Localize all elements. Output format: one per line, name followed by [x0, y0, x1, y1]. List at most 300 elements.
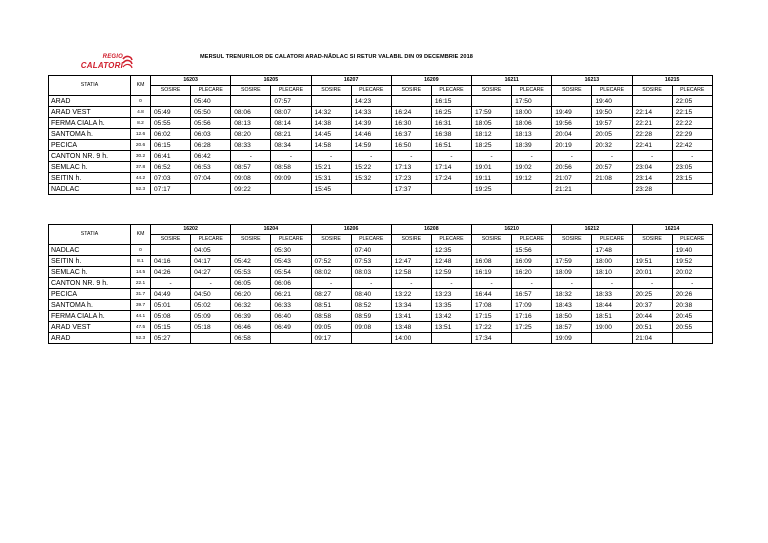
station-km: 47.5 [131, 322, 151, 333]
arrival-time: 16:37 [391, 129, 431, 140]
departure-time: 05:09 [191, 311, 231, 322]
arrival-time: 20:37 [632, 300, 672, 311]
departure-time: 13:42 [431, 311, 471, 322]
arrival-time [311, 245, 351, 256]
table-row [49, 151, 713, 162]
arrival-header: SOSIRE [552, 86, 592, 96]
table-row [49, 300, 713, 311]
departure-time: 17:24 [431, 173, 471, 184]
departure-time: 13:51 [431, 322, 471, 333]
departure-time: - [672, 151, 712, 162]
station-km: 44.2 [131, 173, 151, 184]
arrival-time: 05:08 [151, 311, 191, 322]
arrival-time: 20:25 [632, 289, 672, 300]
departure-time [191, 184, 231, 195]
arrival-time: 09:17 [311, 333, 351, 344]
arrival-time [151, 96, 191, 107]
departure-time: 08:40 [351, 289, 391, 300]
departure-time: 04:50 [191, 289, 231, 300]
train-number-header-row [49, 225, 713, 235]
departure-time: 07:53 [351, 256, 391, 267]
arrival-time: 20:51 [632, 322, 672, 333]
departure-time: 19:52 [672, 256, 712, 267]
arrival-time: 22:28 [632, 129, 672, 140]
station-column-header: STATIA [49, 76, 131, 96]
departure-time: 04:27 [191, 267, 231, 278]
arrival-time: - [472, 278, 512, 289]
departure-time: 06:40 [271, 311, 311, 322]
arrival-time: 05:42 [231, 256, 271, 267]
arrival-time: 05:15 [151, 322, 191, 333]
arrival-time: 19:01 [472, 162, 512, 173]
arrival-time: 18:50 [552, 311, 592, 322]
arrival-time: 05:49 [151, 107, 191, 118]
station-name: FERMA CIALA h. [49, 118, 131, 129]
arrival-time: 08:20 [231, 129, 271, 140]
arrival-time: 18:43 [552, 300, 592, 311]
departure-time: 05:54 [271, 267, 311, 278]
arrival-time: 18:32 [552, 289, 592, 300]
table-row [49, 162, 713, 173]
station-name: NADLAC [49, 245, 131, 256]
departure-time: - [431, 278, 471, 289]
arrival-time: 08:33 [231, 140, 271, 151]
km-column-header: KM [131, 225, 151, 245]
table-row [49, 256, 713, 267]
departure-time: - [512, 278, 552, 289]
departure-header: PLECARE [431, 86, 471, 96]
departure-time [271, 333, 311, 344]
arrival-time: 20:01 [632, 267, 672, 278]
departure-time: 04:17 [191, 256, 231, 267]
departure-time [351, 333, 391, 344]
departure-time [672, 333, 712, 344]
arrival-time: 05:53 [231, 267, 271, 278]
departure-time: 16:31 [431, 118, 471, 129]
departure-time [592, 333, 632, 344]
arrival-header: SOSIRE [231, 235, 271, 245]
departure-time: 19:40 [592, 96, 632, 107]
arrival-time: 06:05 [231, 278, 271, 289]
train-number: 16215 [632, 76, 712, 86]
arrival-time: - [151, 278, 191, 289]
train-number: 16212 [552, 225, 632, 235]
station-name: SANTOMA h. [49, 129, 131, 140]
arrival-time: 06:52 [151, 162, 191, 173]
arrival-time: 16:44 [472, 289, 512, 300]
arrival-time: 14:32 [311, 107, 351, 118]
departure-header: PLECARE [351, 235, 391, 245]
departure-time: 22:05 [672, 96, 712, 107]
arrival-time: 21:21 [552, 184, 592, 195]
departure-time: 05:18 [191, 322, 231, 333]
arrival-time: 21:07 [552, 173, 592, 184]
arrival-time: 16:30 [391, 118, 431, 129]
arrival-time: 12:58 [391, 267, 431, 278]
train-number: 16205 [231, 76, 311, 86]
departure-time: 16:09 [512, 256, 552, 267]
station-name: NADLAC [49, 184, 131, 195]
regio-calatori-logo [80, 53, 133, 73]
arrival-time [391, 245, 431, 256]
departure-time: 18:51 [592, 311, 632, 322]
logo-swoosh-icon [122, 55, 133, 69]
logo-line-1: REGIO [102, 54, 123, 60]
station-name: CANTON NR. 9 h. [49, 151, 131, 162]
departure-time: 20:26 [672, 289, 712, 300]
departure-time: 17:14 [431, 162, 471, 173]
arrival-time [151, 245, 191, 256]
arrival-time: 06:02 [151, 129, 191, 140]
arrival-time: 08:13 [231, 118, 271, 129]
table-row [49, 184, 713, 195]
train-number: 16207 [311, 76, 391, 86]
arrival-time [472, 96, 512, 107]
arrival-time: 05:55 [151, 118, 191, 129]
station-km: 39.7 [131, 300, 151, 311]
arrival-header: SOSIRE [552, 235, 592, 245]
arrival-header: SOSIRE [151, 86, 191, 96]
arrival-time: 17:13 [391, 162, 431, 173]
arrival-time [391, 96, 431, 107]
departure-time: 13:23 [431, 289, 471, 300]
departure-header: PLECARE [351, 86, 391, 96]
departure-time: - [351, 278, 391, 289]
departure-time: 08:07 [271, 107, 311, 118]
arrival-time: 13:48 [391, 322, 431, 333]
table-row [49, 118, 713, 129]
departure-time: 09:08 [351, 322, 391, 333]
arrival-time: 14:00 [391, 333, 431, 344]
arrival-time: 13:34 [391, 300, 431, 311]
departure-time: 18:00 [512, 107, 552, 118]
arrival-time: 22:41 [632, 140, 672, 151]
arrival-time: 17:08 [472, 300, 512, 311]
departure-time [672, 184, 712, 195]
arrival-time: 16:50 [391, 140, 431, 151]
arrival-time: 14:38 [311, 118, 351, 129]
page-title: MERSUL TRENURILOR DE CALATORI ARAD-NĂDLAC SI RETUR VALABIL DIN 09 DECEMBRIE 2018 [200, 54, 473, 60]
arrival-time: 19:56 [552, 118, 592, 129]
departure-time: 16:51 [431, 140, 471, 151]
departure-time: 06:06 [271, 278, 311, 289]
arrival-time: - [391, 278, 431, 289]
departure-header: PLECARE [431, 235, 471, 245]
arrival-time: 15:21 [311, 162, 351, 173]
arrival-header: SOSIRE [472, 86, 512, 96]
train-number: 16206 [311, 225, 391, 235]
station-km: 37.8 [131, 162, 151, 173]
station-name: SEMLAC h. [49, 267, 131, 278]
station-km: 0 [131, 96, 151, 107]
departure-header: PLECARE [512, 235, 552, 245]
departure-header: PLECARE [592, 86, 632, 96]
arrival-time: 07:52 [311, 256, 351, 267]
departure-header: PLECARE [191, 235, 231, 245]
arrival-time: - [632, 278, 672, 289]
arrival-time: 16:19 [472, 267, 512, 278]
departure-time: 07:04 [191, 173, 231, 184]
arrival-time: 17:22 [472, 322, 512, 333]
departure-time: 08:34 [271, 140, 311, 151]
table-row [49, 289, 713, 300]
station-km: 8.2 [131, 118, 151, 129]
arrival-time: 19:25 [472, 184, 512, 195]
departure-time: 17:50 [512, 96, 552, 107]
departure-time: 14:23 [351, 96, 391, 107]
departure-time: 15:32 [351, 173, 391, 184]
arrival-time: 05:27 [151, 333, 191, 344]
table-row [49, 96, 713, 107]
departure-time: 19:50 [592, 107, 632, 118]
arrival-time: - [632, 151, 672, 162]
departure-time [351, 184, 391, 195]
departure-time: 08:14 [271, 118, 311, 129]
departure-time: 06:53 [191, 162, 231, 173]
departure-time: 21:08 [592, 173, 632, 184]
arrival-time: 17:34 [472, 333, 512, 344]
departure-time: 06:28 [191, 140, 231, 151]
departure-time [431, 184, 471, 195]
arrival-time: - [311, 278, 351, 289]
arrival-time: 04:49 [151, 289, 191, 300]
arrival-time: 22:21 [632, 118, 672, 129]
departure-time: 19:12 [512, 173, 552, 184]
departure-time: 05:50 [191, 107, 231, 118]
departure-time: 13:35 [431, 300, 471, 311]
departure-time: 06:42 [191, 151, 231, 162]
train-number: 16204 [231, 225, 311, 235]
departure-time: 16:57 [512, 289, 552, 300]
arrival-time: 23:28 [632, 184, 672, 195]
departure-time: 05:40 [191, 96, 231, 107]
departure-time: 12:48 [431, 256, 471, 267]
departure-time: 18:44 [592, 300, 632, 311]
departure-time: 07:57 [271, 96, 311, 107]
departure-time: 07:40 [351, 245, 391, 256]
station-km: 4.8 [131, 107, 151, 118]
departure-time [512, 184, 552, 195]
departure-time: - [191, 278, 231, 289]
arrival-time: 06:15 [151, 140, 191, 151]
arrival-time: 15:45 [311, 184, 351, 195]
arrival-time: 08:06 [231, 107, 271, 118]
arrival-time: 17:15 [472, 311, 512, 322]
train-number: 16210 [472, 225, 552, 235]
arrival-time: - [391, 151, 431, 162]
arrival-time: 21:04 [632, 333, 672, 344]
departure-time: 14:39 [351, 118, 391, 129]
departure-time: 08:58 [271, 162, 311, 173]
station-km: 8.1 [131, 256, 151, 267]
arrival-header: SOSIRE [231, 86, 271, 96]
departure-header: PLECARE [592, 235, 632, 245]
arrival-time: 06:46 [231, 322, 271, 333]
departure-time [271, 184, 311, 195]
station-km: 52.3 [131, 333, 151, 344]
departure-time: 14:33 [351, 107, 391, 118]
table-row [49, 333, 713, 344]
departure-time: - [512, 151, 552, 162]
arrival-time: 18:25 [472, 140, 512, 151]
departure-time: 05:02 [191, 300, 231, 311]
station-name: ARAD [49, 96, 131, 107]
departure-time: - [351, 151, 391, 162]
arrival-time: 06:20 [231, 289, 271, 300]
km-column-header: KM [131, 76, 151, 96]
arrival-time: 16:24 [391, 107, 431, 118]
departure-time: 16:25 [431, 107, 471, 118]
departure-time: 22:29 [672, 129, 712, 140]
table-row [49, 107, 713, 118]
station-km: 44.1 [131, 311, 151, 322]
arrival-header: SOSIRE [151, 235, 191, 245]
station-name: ARAD VEST [49, 322, 131, 333]
arrival-time [632, 245, 672, 256]
departure-time: 20:45 [672, 311, 712, 322]
train-number: 16202 [151, 225, 231, 235]
departure-header: PLECARE [191, 86, 231, 96]
departure-time: 17:09 [512, 300, 552, 311]
departure-time: 04:05 [191, 245, 231, 256]
departure-time [431, 333, 471, 344]
departure-time: 18:10 [592, 267, 632, 278]
arrival-time: 20:56 [552, 162, 592, 173]
departure-time: - [592, 151, 632, 162]
train-number-header-row [49, 76, 713, 86]
departure-time: - [592, 278, 632, 289]
station-name: CANTON NR. 9 h. [49, 278, 131, 289]
departure-time: 18:00 [592, 256, 632, 267]
arrival-time: 09:08 [231, 173, 271, 184]
departure-time: 17:16 [512, 311, 552, 322]
arrival-time: 09:05 [311, 322, 351, 333]
arrival-time: 09:22 [231, 184, 271, 195]
departure-time: 18:39 [512, 140, 552, 151]
departure-time: 17:25 [512, 322, 552, 333]
departure-time: 08:59 [351, 311, 391, 322]
station-name: SANTOMA h. [49, 300, 131, 311]
station-name: SEITIN h. [49, 256, 131, 267]
departure-time: - [271, 151, 311, 162]
departure-time: 23:05 [672, 162, 712, 173]
arrival-time: 04:16 [151, 256, 191, 267]
arrival-time: 18:12 [472, 129, 512, 140]
departure-time: 22:22 [672, 118, 712, 129]
arrival-time: - [231, 151, 271, 162]
departure-time: 20:57 [592, 162, 632, 173]
arrival-header: SOSIRE [472, 235, 512, 245]
logo-line-2: CALATORI [80, 61, 123, 70]
departure-time: - [431, 151, 471, 162]
train-number: 16203 [151, 76, 231, 86]
station-km: 22.1 [131, 278, 151, 289]
arrival-time: 05:01 [151, 300, 191, 311]
departure-time: 12:35 [431, 245, 471, 256]
arrival-time: 08:58 [311, 311, 351, 322]
arrival-time: 04:26 [151, 267, 191, 278]
table-row [49, 173, 713, 184]
arrival-time: 08:51 [311, 300, 351, 311]
departure-time: 16:38 [431, 129, 471, 140]
train-number: 16213 [552, 76, 632, 86]
arrival-time: 06:58 [231, 333, 271, 344]
departure-time: 16:15 [431, 96, 471, 107]
arrival-time: - [552, 151, 592, 162]
arrival-time: 15:31 [311, 173, 351, 184]
arrival-time: 07:03 [151, 173, 191, 184]
station-km: 12.6 [131, 129, 151, 140]
departure-time: 22:15 [672, 107, 712, 118]
arrival-time: 18:05 [472, 118, 512, 129]
departure-time: 20:55 [672, 322, 712, 333]
arrival-time: - [552, 278, 592, 289]
departure-header: PLECARE [512, 86, 552, 96]
arrival-time: 17:59 [472, 107, 512, 118]
departure-time: 22:42 [672, 140, 712, 151]
departure-time: 20:38 [672, 300, 712, 311]
departure-time: 18:13 [512, 129, 552, 140]
arrival-header: SOSIRE [632, 235, 672, 245]
arrival-time: 17:37 [391, 184, 431, 195]
arrival-time: 23:04 [632, 162, 672, 173]
departure-time [592, 184, 632, 195]
departure-time: 06:21 [271, 289, 311, 300]
arrival-time: 17:59 [552, 256, 592, 267]
station-name: PECICA [49, 140, 131, 151]
arrival-time [311, 96, 351, 107]
departure-time: 08:52 [351, 300, 391, 311]
departure-time: 23:15 [672, 173, 712, 184]
train-number: 16209 [391, 76, 471, 86]
arrival-header: SOSIRE [391, 235, 431, 245]
station-name: FERMA CIALA h. [49, 311, 131, 322]
departure-time: 20:05 [592, 129, 632, 140]
arrival-time: 19:51 [632, 256, 672, 267]
departure-time: 05:30 [271, 245, 311, 256]
arrival-time: 19:49 [552, 107, 592, 118]
arrival-time: 12:47 [391, 256, 431, 267]
departure-time [512, 333, 552, 344]
station-name: SEITIN h. [49, 173, 131, 184]
arrival-time: 17:23 [391, 173, 431, 184]
arrival-time: 20:04 [552, 129, 592, 140]
departure-time: 05:56 [191, 118, 231, 129]
departure-header: PLECARE [271, 86, 311, 96]
station-km: 14.5 [131, 267, 151, 278]
departure-time: 19:57 [592, 118, 632, 129]
station-name: ARAD [49, 333, 131, 344]
arrival-time: 06:39 [231, 311, 271, 322]
station-km: 20.6 [131, 140, 151, 151]
departure-time: 15:56 [512, 245, 552, 256]
arrival-header: SOSIRE [391, 86, 431, 96]
station-name: ARAD VEST [49, 107, 131, 118]
arrival-time: 06:32 [231, 300, 271, 311]
departure-time: 06:03 [191, 129, 231, 140]
departure-header: PLECARE [672, 86, 712, 96]
table-row [49, 245, 713, 256]
departure-time: 18:33 [592, 289, 632, 300]
departure-time: 19:00 [592, 322, 632, 333]
station-name: PECICA [49, 289, 131, 300]
departure-time: 08:21 [271, 129, 311, 140]
timetable-nadlac-arad [48, 224, 713, 344]
arrival-time: 14:45 [311, 129, 351, 140]
departure-time: 14:59 [351, 140, 391, 151]
departure-time: 15:22 [351, 162, 391, 173]
train-number: 16214 [632, 225, 712, 235]
